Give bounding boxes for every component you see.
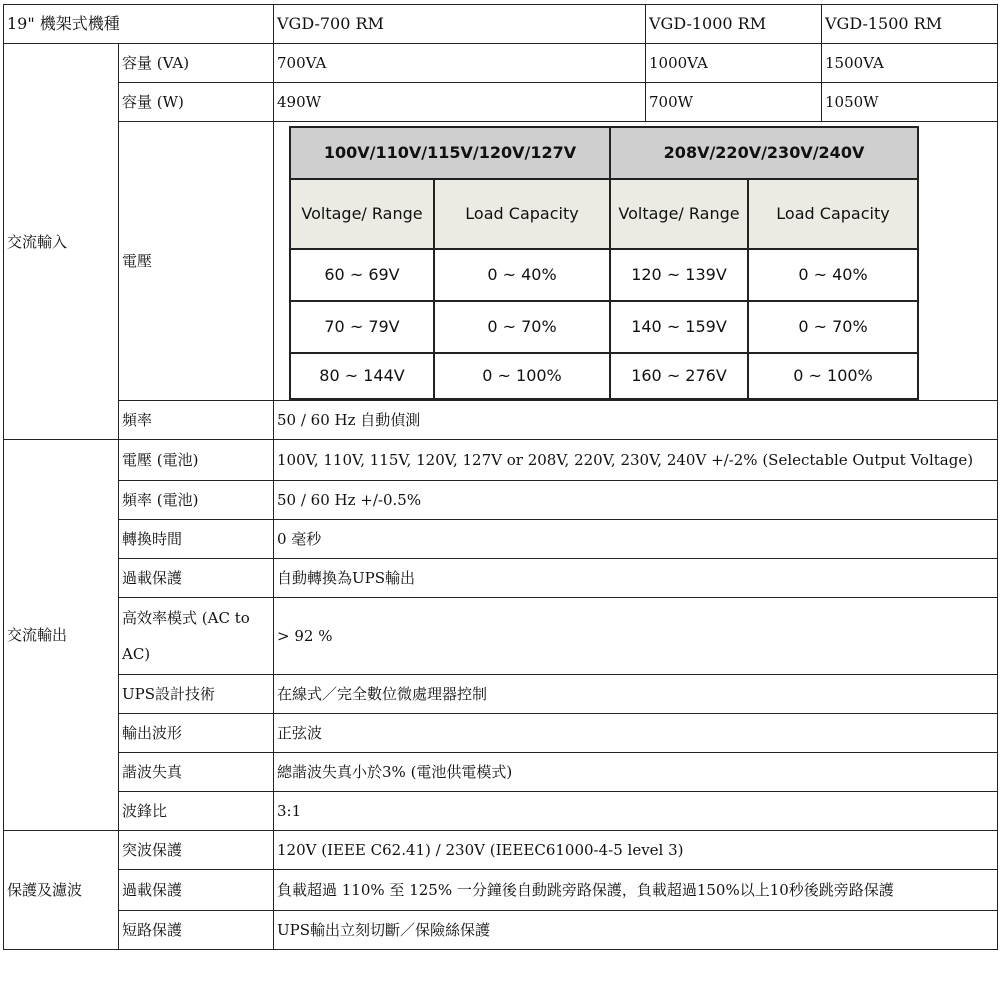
group-header-low: 100V/110V/115V/120V/127V <box>290 127 610 179</box>
row-label: UPS設計技術 <box>119 675 274 714</box>
model-1000: VGD-1000 RM <box>646 5 822 44</box>
series-label: 19" 機架式機種 <box>4 5 274 44</box>
voltage-range-table <box>289 126 919 400</box>
row-label: 容量 (VA) <box>119 44 274 83</box>
model-1500: VGD-1500 RM <box>822 5 998 44</box>
row-label: 高效率模式 (AC to AC) <box>119 598 274 675</box>
section-ac-input: 交流輸入 <box>4 44 119 440</box>
col-header-voltage: Voltage/ Range <box>290 179 434 249</box>
cell-value: 50 / 60 Hz +/-0.5% <box>274 481 998 520</box>
cell-value: 700VA <box>274 44 646 83</box>
table-row <box>4 675 998 714</box>
cell-value: 總諧波失真小於3% (電池供電模式) <box>274 753 998 792</box>
cell-value: > 92 % <box>274 598 998 675</box>
table-row <box>4 714 998 753</box>
voltage-range-cell <box>274 122 998 401</box>
table-row <box>4 911 998 950</box>
row-label: 電壓 (電池) <box>119 440 274 481</box>
table-row <box>4 831 998 870</box>
cell-value: 0 ~ 40% <box>434 249 610 301</box>
cell-value: 正弦波 <box>274 714 998 753</box>
cell-value: 0 ~ 70% <box>434 301 610 353</box>
cell-value: 0 ~ 100% <box>434 353 610 399</box>
row-label: 電壓 <box>119 122 274 401</box>
row-label: 輸出波形 <box>119 714 274 753</box>
table-row <box>4 401 998 440</box>
row-label: 頻率 <box>119 401 274 440</box>
table-row <box>4 122 998 401</box>
model-700: VGD-700 RM <box>274 5 646 44</box>
table-row <box>4 481 998 520</box>
cell-value: 1050W <box>822 83 998 122</box>
row-label: 容量 (W) <box>119 83 274 122</box>
row-label: 波鋒比 <box>119 792 274 831</box>
cell-value: 1000VA <box>646 44 822 83</box>
cell-value: 120 ~ 139V <box>610 249 748 301</box>
row-label: 諧波失真 <box>119 753 274 792</box>
row-label: 過載保護 <box>119 870 274 911</box>
cell-value: 0 毫秒 <box>274 520 998 559</box>
table-row <box>290 301 918 353</box>
row-label: 突波保護 <box>119 831 274 870</box>
col-header-voltage: Voltage/ Range <box>610 179 748 249</box>
cell-value: 100V, 110V, 115V, 120V, 127V or 208V, 220V, 230V, 240V +/-2% (Selectable Output Voltage) <box>274 440 998 481</box>
col-header-load: Load Capacity <box>434 179 610 249</box>
cell-value: 120V (IEEE C62.41) / 230V (IEEEC61000-4-5 level 3) <box>274 831 998 870</box>
cell-value: 140 ~ 159V <box>610 301 748 353</box>
spec-table <box>3 4 998 950</box>
cell-value: 在線式／完全數位微處理器控制 <box>274 675 998 714</box>
table-row <box>290 249 918 301</box>
table-row <box>4 520 998 559</box>
cell-value: 160 ~ 276V <box>610 353 748 399</box>
cell-value: 50 / 60 Hz 自動偵測 <box>274 401 998 440</box>
row-label: 短路保護 <box>119 911 274 950</box>
cell-value: 60 ~ 69V <box>290 249 434 301</box>
cell-value: 0 ~ 40% <box>748 249 918 301</box>
cell-value: 70 ~ 79V <box>290 301 434 353</box>
table-row <box>4 83 998 122</box>
cell-value: 490W <box>274 83 646 122</box>
table-row <box>4 598 998 675</box>
cell-value: 負載超過 110% 至 125% 一分鐘後自動跳旁路保護，負載超過150%以上10秒後跳旁路保護 <box>274 870 998 911</box>
table-row <box>4 792 998 831</box>
header-row <box>4 5 998 44</box>
section-protection: 保護及濾波 <box>4 831 119 950</box>
table-row <box>4 440 998 481</box>
table-row <box>290 353 918 399</box>
col-header-load: Load Capacity <box>748 179 918 249</box>
cell-value: UPS輸出立刻切斷／保險絲保護 <box>274 911 998 950</box>
cell-value: 1500VA <box>822 44 998 83</box>
cell-value: 0 ~ 70% <box>748 301 918 353</box>
section-ac-output: 交流輸出 <box>4 440 119 831</box>
table-row <box>4 44 998 83</box>
cell-value: 自動轉換為UPS輸出 <box>274 559 998 598</box>
cell-value: 700W <box>646 83 822 122</box>
cell-value: 3:1 <box>274 792 998 831</box>
table-row <box>4 870 998 911</box>
group-header-high: 208V/220V/230V/240V <box>610 127 918 179</box>
cell-value: 0 ~ 100% <box>748 353 918 399</box>
table-row <box>4 753 998 792</box>
row-label: 頻率 (電池) <box>119 481 274 520</box>
row-label: 過載保護 <box>119 559 274 598</box>
table-row <box>4 559 998 598</box>
cell-value: 80 ~ 144V <box>290 353 434 399</box>
row-label: 轉換時間 <box>119 520 274 559</box>
